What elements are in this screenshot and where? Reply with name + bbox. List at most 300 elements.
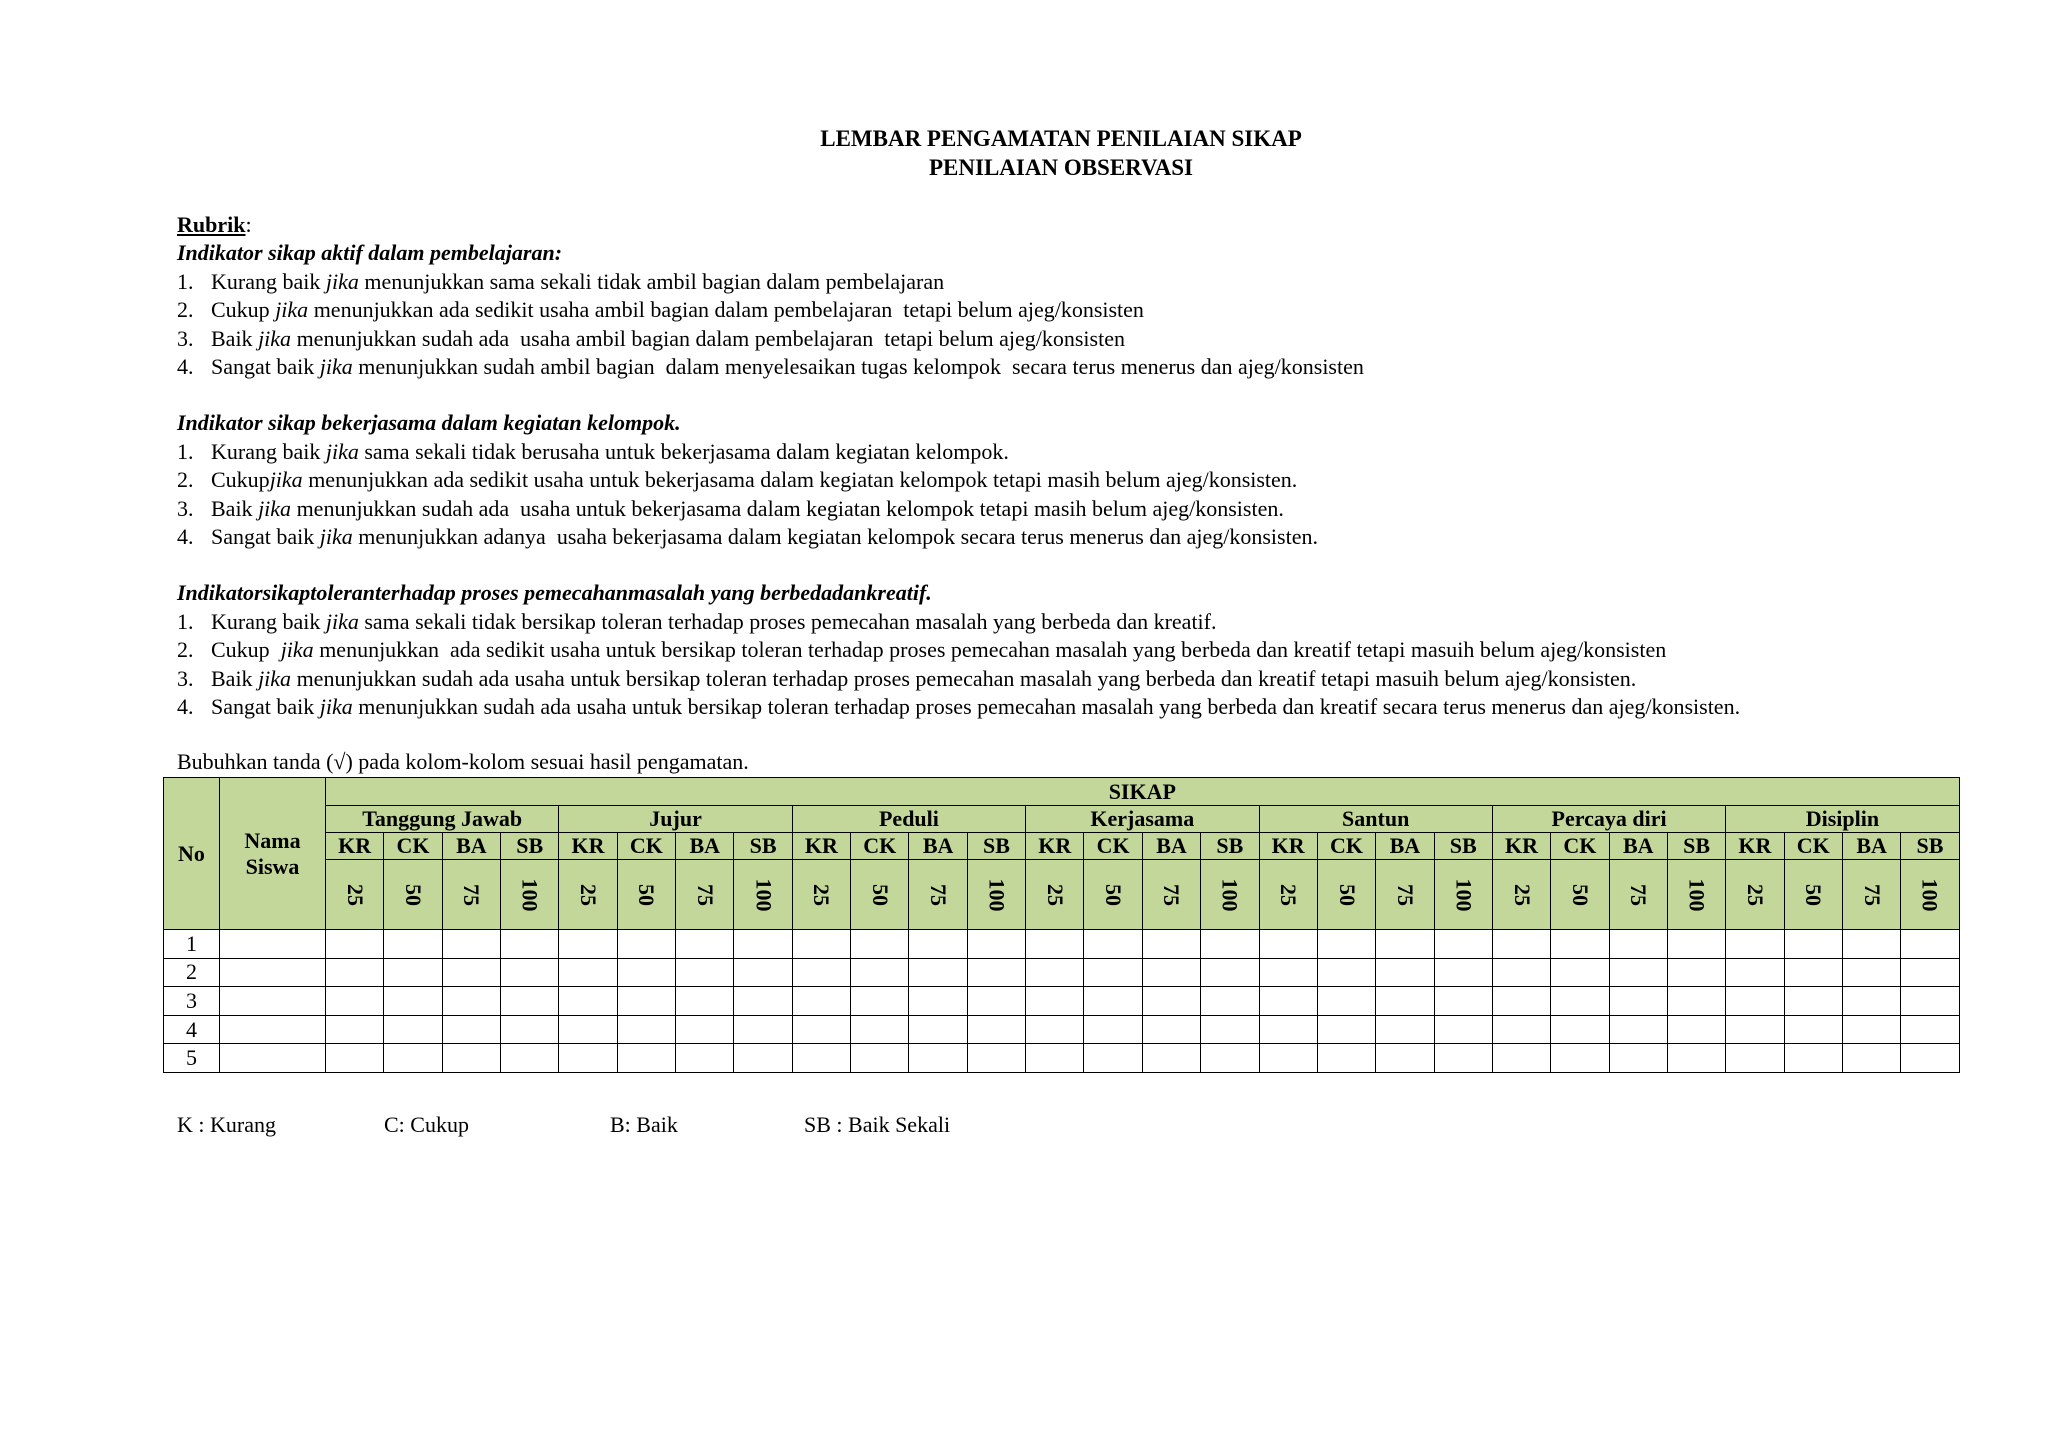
score-value: 100: [1217, 878, 1243, 911]
checkmark-cell: [617, 958, 675, 987]
item-text-rest: menunjukkan sudah ada usaha untuk bekerjasama dalam kegiatan kelompok tetapi masih belum ajeg/konsisten.: [291, 495, 1284, 521]
item-text-rest: menunjukkan sudah ada usaha ambil bagian dalam pembelajaran tetapi belum ajeg/konsisten: [291, 325, 1125, 351]
item-condition-word: jika: [325, 438, 359, 464]
checkmark-cell: [1842, 987, 1900, 1016]
observation-table: [163, 777, 1960, 1073]
score-value-header: [1201, 860, 1259, 930]
checkmark-cell: [792, 987, 850, 1016]
checkmark-cell: [851, 987, 909, 1016]
score-value-header: [1259, 860, 1317, 930]
checkmark-cell: [909, 1044, 967, 1073]
score-value-header: [1667, 860, 1725, 930]
score-value-header: [1434, 860, 1492, 930]
checkmark-cell: [1609, 1015, 1667, 1044]
checkmark-cell: [1609, 958, 1667, 987]
checkmark-cell: [1609, 1044, 1667, 1073]
score-value: 75: [1392, 883, 1418, 906]
score-value: 100: [517, 878, 543, 911]
checkmark-cell: [734, 958, 792, 987]
checkmark-cell: [1901, 958, 1959, 987]
score-code-header: SB: [1901, 833, 1959, 860]
checkmark-cell: [1434, 930, 1492, 959]
column-header-sikap: SIKAP: [326, 778, 1960, 806]
item-text-start: Kurang baik: [211, 438, 326, 464]
item-number: 1.: [177, 438, 194, 464]
indicator-item: [177, 665, 2037, 693]
legend-cukup: C: Cukup: [384, 1112, 469, 1137]
document-title: LEMBAR PENGAMATAN PENILAIAN SIKAP: [820, 126, 1302, 151]
checkmark-cell: [617, 987, 675, 1016]
instruction-text: Bubuhkan tanda (√) pada kolom-kolom sesuai hasil pengamatan.: [177, 749, 749, 774]
rubric-block: [177, 211, 2037, 722]
score-value-header: [1084, 860, 1142, 930]
checkmark-cell: [1084, 1044, 1142, 1073]
item-number: 4.: [177, 524, 194, 550]
checkmark-cell: [1901, 1044, 1959, 1073]
item-number: 1.: [177, 268, 194, 294]
checkmark-cell: [1201, 1015, 1259, 1044]
checkmark-cell: [1084, 987, 1142, 1016]
checkmark-cell: [1259, 987, 1317, 1016]
checkmark-cell: [326, 987, 384, 1016]
score-value-header: [1901, 860, 1959, 930]
column-header-name: [220, 778, 326, 930]
score-value-header: [501, 860, 559, 930]
row-number: 4: [164, 1015, 220, 1044]
student-row: [164, 987, 1960, 1016]
checkmark-cell: [1201, 958, 1259, 987]
item-text-start: Kurang baik: [211, 268, 326, 294]
checkmark-cell: [1492, 1044, 1550, 1073]
score-value-header: [1142, 860, 1200, 930]
checkmark-cell: [1376, 1015, 1434, 1044]
checkmark-cell: [1434, 1015, 1492, 1044]
checkmark-cell: [792, 1044, 850, 1073]
indicator-heading: Indikatorsikaptoleranterhadap proses pemecahanmasalah yang berbedadankreatif.: [177, 580, 932, 606]
checkmark-cell: [1317, 1015, 1375, 1044]
checkmark-cell: [1726, 1044, 1784, 1073]
checkmark-cell: [501, 987, 559, 1016]
checkmark-cell: [1492, 958, 1550, 987]
checkmark-cell: [326, 958, 384, 987]
checkmark-cell: [384, 958, 442, 987]
indicator-heading: Indikator sikap bekerjasama dalam kegiatan kelompok.: [177, 410, 681, 436]
student-name-cell: [220, 1044, 326, 1073]
checkmark-cell: [1551, 987, 1609, 1016]
row-number: 1: [164, 930, 220, 959]
score-value: 75: [1859, 883, 1885, 906]
student-name-cell: [220, 958, 326, 987]
name-header-line2: Siswa: [245, 853, 300, 879]
checkmark-cell: [909, 958, 967, 987]
score-code-header: SB: [1201, 833, 1259, 860]
rubric-label: Rubrik: [177, 212, 246, 237]
checkmark-cell: [792, 930, 850, 959]
checkmark-cell: [1142, 987, 1200, 1016]
checkmark-cell: [1842, 930, 1900, 959]
score-value-header: [326, 860, 384, 930]
checkmark-cell: [1784, 1044, 1842, 1073]
checkmark-cell: [501, 1015, 559, 1044]
score-code-header: BA: [1376, 833, 1434, 860]
item-text-start: Sangat baik: [211, 354, 320, 380]
item-number: 3.: [177, 665, 194, 691]
score-value: 50: [634, 883, 660, 906]
checkmark-cell: [967, 987, 1025, 1016]
checkmark-cell: [384, 930, 442, 959]
checkmark-cell: [1142, 1044, 1200, 1073]
item-text-rest: menunjukkan sama sekali tidak ambil bagian dalam pembelajaran: [358, 268, 945, 294]
score-value: 25: [576, 883, 602, 906]
checkmark-cell: [1434, 987, 1492, 1016]
checkmark-cell: [1259, 958, 1317, 987]
score-value: 50: [1801, 883, 1827, 906]
item-text-rest: menunjukkan sudah ada usaha untuk bersikap toleran terhadap proses pemecahan masalah yang berbeda dan kreatif tetapi masuih belum ajeg/konsisten.: [291, 665, 1637, 691]
item-number: 4.: [177, 694, 194, 720]
item-condition-word: jika: [319, 354, 353, 380]
checkmark-cell: [1551, 1015, 1609, 1044]
checkmark-cell: [326, 1044, 384, 1073]
item-condition-word: jika: [258, 495, 292, 521]
checkmark-cell: [1259, 930, 1317, 959]
checkmark-cell: [1784, 958, 1842, 987]
score-code-header: BA: [442, 833, 500, 860]
checkmark-cell: [1667, 1015, 1725, 1044]
score-code-header: KR: [1259, 833, 1317, 860]
checkmark-cell: [501, 1044, 559, 1073]
checkmark-cell: [442, 958, 500, 987]
score-value: 100: [1451, 878, 1477, 911]
indicator-item: [177, 636, 2037, 664]
score-value: 25: [342, 883, 368, 906]
item-condition-word: jika: [258, 325, 292, 351]
score-code-header: SB: [967, 833, 1025, 860]
item-condition-word: jika: [269, 467, 303, 493]
item-text-start: Cukup: [211, 467, 270, 493]
score-code-header: BA: [1609, 833, 1667, 860]
score-value: 25: [1509, 883, 1535, 906]
checkmark-cell: [851, 1015, 909, 1044]
score-code-header: KR: [1026, 833, 1084, 860]
checkmark-cell: [326, 930, 384, 959]
score-value-header: [734, 860, 792, 930]
score-value: 50: [1101, 883, 1127, 906]
item-text-rest: menunjukkan sudah ada usaha untuk bersikap toleran terhadap proses pemecahan masalah yang berbeda dan kreatif secara terus menerus dan ajeg/konsisten.: [352, 694, 1741, 720]
item-text-start: Sangat baik: [211, 524, 320, 550]
indicator-item: [177, 353, 2037, 381]
name-header-line1: Nama: [244, 827, 301, 853]
legend-baik-sekali: SB : Baik Sekali: [804, 1112, 951, 1137]
item-condition-word: jika: [275, 297, 309, 323]
score-code-header: BA: [1142, 833, 1200, 860]
score-value: 75: [926, 883, 952, 906]
item-text-start: Baik: [211, 325, 259, 351]
score-code-header: CK: [1551, 833, 1609, 860]
checkmark-cell: [676, 1015, 734, 1044]
score-value: 75: [1159, 883, 1185, 906]
item-condition-word: jika: [280, 637, 314, 663]
rubric-label-line: [177, 211, 2037, 239]
score-value-header: [1317, 860, 1375, 930]
checkmark-cell: [1317, 958, 1375, 987]
score-code-header: CK: [384, 833, 442, 860]
checkmark-cell: [1084, 1015, 1142, 1044]
checkmark-cell: [1551, 1044, 1609, 1073]
checkmark-cell: [1201, 987, 1259, 1016]
rubric-sections: [177, 239, 2037, 721]
checkmark-cell: [1726, 930, 1784, 959]
score-code-header: KR: [559, 833, 617, 860]
checkmark-cell: [1667, 1044, 1725, 1073]
checkmark-cell: [1026, 1015, 1084, 1044]
score-value-header: [1842, 860, 1900, 930]
checkmark-cell: [1201, 1044, 1259, 1073]
checkmark-cell: [1726, 1015, 1784, 1044]
checkmark-cell: [909, 930, 967, 959]
checkmark-cell: [1026, 930, 1084, 959]
attitude-group-header: Percaya diri: [1492, 806, 1725, 833]
checkmark-cell: [442, 1015, 500, 1044]
checkmark-cell: [442, 987, 500, 1016]
item-text-rest: sama sekali tidak berusaha untuk bekerjasama dalam kegiatan kelompok.: [358, 438, 1009, 464]
checkmark-cell: [1201, 930, 1259, 959]
score-code-header: CK: [1084, 833, 1142, 860]
score-value-header: [909, 860, 967, 930]
score-value: 50: [401, 883, 427, 906]
checkmark-cell: [734, 1044, 792, 1073]
rubric-colon: :: [245, 212, 252, 237]
score-code-header: CK: [617, 833, 675, 860]
checkmark-cell: [1376, 930, 1434, 959]
checkmark-cell: [676, 930, 734, 959]
attitude-group-header: Kerjasama: [1026, 806, 1259, 833]
checkmark-cell: [1434, 958, 1492, 987]
checkmark-cell: [851, 958, 909, 987]
score-value: 75: [692, 883, 718, 906]
checkmark-cell: [1026, 1044, 1084, 1073]
item-text-rest: menunjukkan ada sedikit usaha ambil bagian dalam pembelajaran tetapi belum ajeg/konsisten: [308, 297, 1144, 323]
checkmark-cell: [792, 958, 850, 987]
checkmark-cell: [501, 958, 559, 987]
checkmark-cell: [1901, 930, 1959, 959]
checkmark-cell: [1259, 1015, 1317, 1044]
checkmark-cell: [1667, 930, 1725, 959]
checkmark-cell: [1317, 930, 1375, 959]
checkmark-cell: [1726, 987, 1784, 1016]
indicator-item: [177, 466, 2037, 494]
checkmark-cell: [1842, 958, 1900, 987]
score-code-header: CK: [1784, 833, 1842, 860]
checkmark-cell: [384, 1015, 442, 1044]
item-number: 2.: [177, 467, 194, 493]
student-row: [164, 1044, 1960, 1073]
indicator-item: [177, 268, 2037, 296]
item-text-rest: menunjukkan adanya usaha bekerjasama dalam kegiatan kelompok secara terus menerus dan ajeg/konsisten.: [352, 524, 1318, 550]
document-subtitle: PENILAIAN OBSERVASI: [929, 155, 1193, 180]
student-row: [164, 958, 1960, 987]
item-number: 3.: [177, 495, 194, 521]
score-value-header: [967, 860, 1025, 930]
checkmark-cell: [1376, 958, 1434, 987]
score-value: 50: [1334, 883, 1360, 906]
checkmark-cell: [559, 1044, 617, 1073]
score-code-header: BA: [1842, 833, 1900, 860]
score-value-header: [384, 860, 442, 930]
item-condition-word: jika: [325, 608, 359, 634]
checkmark-cell: [851, 930, 909, 959]
legend-kurang: K : Kurang: [177, 1112, 276, 1137]
checkmark-cell: [967, 958, 1025, 987]
score-value: 75: [459, 883, 485, 906]
score-value: 100: [1684, 878, 1710, 911]
score-value-header: [442, 860, 500, 930]
checkmark-cell: [1026, 987, 1084, 1016]
item-condition-word: jika: [325, 268, 359, 294]
column-header-no: No: [164, 778, 220, 930]
score-value: 100: [984, 878, 1010, 911]
indicator-item: [177, 523, 2037, 551]
attitude-group-header: Santun: [1259, 806, 1492, 833]
checkmark-cell: [734, 1015, 792, 1044]
checkmark-cell: [1726, 958, 1784, 987]
score-value-header: [851, 860, 909, 930]
checkmark-cell: [384, 1044, 442, 1073]
indicator-heading: Indikator sikap aktif dalam pembelajaran:: [177, 240, 563, 266]
checkmark-cell: [384, 987, 442, 1016]
row-number: 2: [164, 958, 220, 987]
checkmark-cell: [1434, 1044, 1492, 1073]
checkmark-cell: [1842, 1044, 1900, 1073]
checkmark-cell: [1317, 987, 1375, 1016]
score-value: 50: [1567, 883, 1593, 906]
item-text-rest: menunjukkan sudah ambil bagian dalam menyelesaikan tugas kelompok secara terus menerus dan ajeg/konsisten: [352, 354, 1364, 380]
checkmark-cell: [1142, 958, 1200, 987]
checkmark-cell: [792, 1015, 850, 1044]
item-text-rest: menunjukkan ada sedikit usaha untuk bersikap toleran terhadap proses pemecahan masalah yang berbeda dan kreatif tetapi masuih belum ajeg/konsisten: [313, 637, 1667, 663]
score-code-header: SB: [1434, 833, 1492, 860]
checkmark-cell: [734, 930, 792, 959]
item-condition-word: jika: [319, 694, 353, 720]
score-value: 25: [1276, 883, 1302, 906]
checkmark-cell: [1901, 987, 1959, 1016]
attitude-group-header: Jujur: [559, 806, 792, 833]
score-value-header: [1026, 860, 1084, 930]
checkmark-cell: [1084, 958, 1142, 987]
row-number: 3: [164, 987, 220, 1016]
score-value-header: [1726, 860, 1784, 930]
indicator-item: [177, 608, 2037, 636]
item-number: 2.: [177, 637, 194, 663]
student-name-cell: [220, 987, 326, 1016]
item-condition-word: jika: [319, 524, 353, 550]
checkmark-cell: [617, 1015, 675, 1044]
item-text-start: Baik: [211, 665, 259, 691]
score-code-header: SB: [1667, 833, 1725, 860]
score-value-header: [1551, 860, 1609, 930]
section-gap: [177, 551, 2037, 579]
item-number: 4.: [177, 354, 194, 380]
score-code-header: KR: [1726, 833, 1784, 860]
score-value-header: [1784, 860, 1842, 930]
score-value-header: [1492, 860, 1550, 930]
checkmark-cell: [1492, 1015, 1550, 1044]
checkmark-cell: [1317, 1044, 1375, 1073]
score-value-header: [792, 860, 850, 930]
item-text-start: Cukup: [211, 297, 276, 323]
indicator-item: [177, 495, 2037, 523]
checkmark-cell: [1551, 930, 1609, 959]
score-code-header: KR: [1492, 833, 1550, 860]
score-value: 75: [1626, 883, 1652, 906]
checkmark-cell: [559, 958, 617, 987]
checkmark-cell: [676, 958, 734, 987]
item-text-start: Baik: [211, 495, 259, 521]
score-value-header: [1376, 860, 1434, 930]
indicator-item: [177, 438, 2037, 466]
checkmark-cell: [1492, 930, 1550, 959]
score-value-header: [617, 860, 675, 930]
checkmark-cell: [734, 987, 792, 1016]
score-code-header: KR: [326, 833, 384, 860]
checkmark-cell: [1667, 987, 1725, 1016]
checkmark-cell: [967, 1044, 1025, 1073]
indicator-item: [177, 693, 2037, 721]
checkmark-cell: [559, 1015, 617, 1044]
student-row: [164, 1015, 1960, 1044]
checkmark-cell: [1259, 1044, 1317, 1073]
checkmark-cell: [967, 1015, 1025, 1044]
item-condition-word: jika: [258, 665, 292, 691]
score-value: 100: [751, 878, 777, 911]
checkmark-cell: [909, 987, 967, 1016]
attitude-group-header: Tanggung Jawab: [326, 806, 559, 833]
score-value-header: [1609, 860, 1667, 930]
score-code-header: BA: [676, 833, 734, 860]
score-value: 25: [1042, 883, 1068, 906]
checkmark-cell: [1142, 1015, 1200, 1044]
score-code-header: CK: [1317, 833, 1375, 860]
score-code-header: SB: [501, 833, 559, 860]
item-text-start: Sangat baik: [211, 694, 320, 720]
item-number: 1.: [177, 608, 194, 634]
checkmark-cell: [1901, 1015, 1959, 1044]
score-code-header: SB: [734, 833, 792, 860]
checkmark-cell: [851, 1044, 909, 1073]
section-gap: [177, 381, 2037, 409]
checkmark-cell: [559, 987, 617, 1016]
indicator-item: [177, 296, 2037, 324]
item-text-start: Cukup: [211, 637, 281, 663]
legend-baik: B: Baik: [610, 1112, 678, 1137]
checkmark-cell: [1609, 987, 1667, 1016]
checkmark-cell: [1376, 1044, 1434, 1073]
checkmark-cell: [442, 930, 500, 959]
checkmark-cell: [1784, 987, 1842, 1016]
item-text-rest: sama sekali tidak bersikap toleran terhadap proses pemecahan masalah yang berbeda dan kreatif.: [358, 608, 1217, 634]
checkmark-cell: [326, 1015, 384, 1044]
checkmark-cell: [909, 1015, 967, 1044]
student-name-cell: [220, 1015, 326, 1044]
checkmark-cell: [501, 930, 559, 959]
attitude-group-header: Peduli: [792, 806, 1025, 833]
item-text-start: Kurang baik: [211, 608, 326, 634]
checkmark-cell: [617, 1044, 675, 1073]
score-code-header: BA: [909, 833, 967, 860]
score-value: 50: [867, 883, 893, 906]
checkmark-cell: [1376, 987, 1434, 1016]
checkmark-cell: [676, 1044, 734, 1073]
item-number: 3.: [177, 325, 194, 351]
